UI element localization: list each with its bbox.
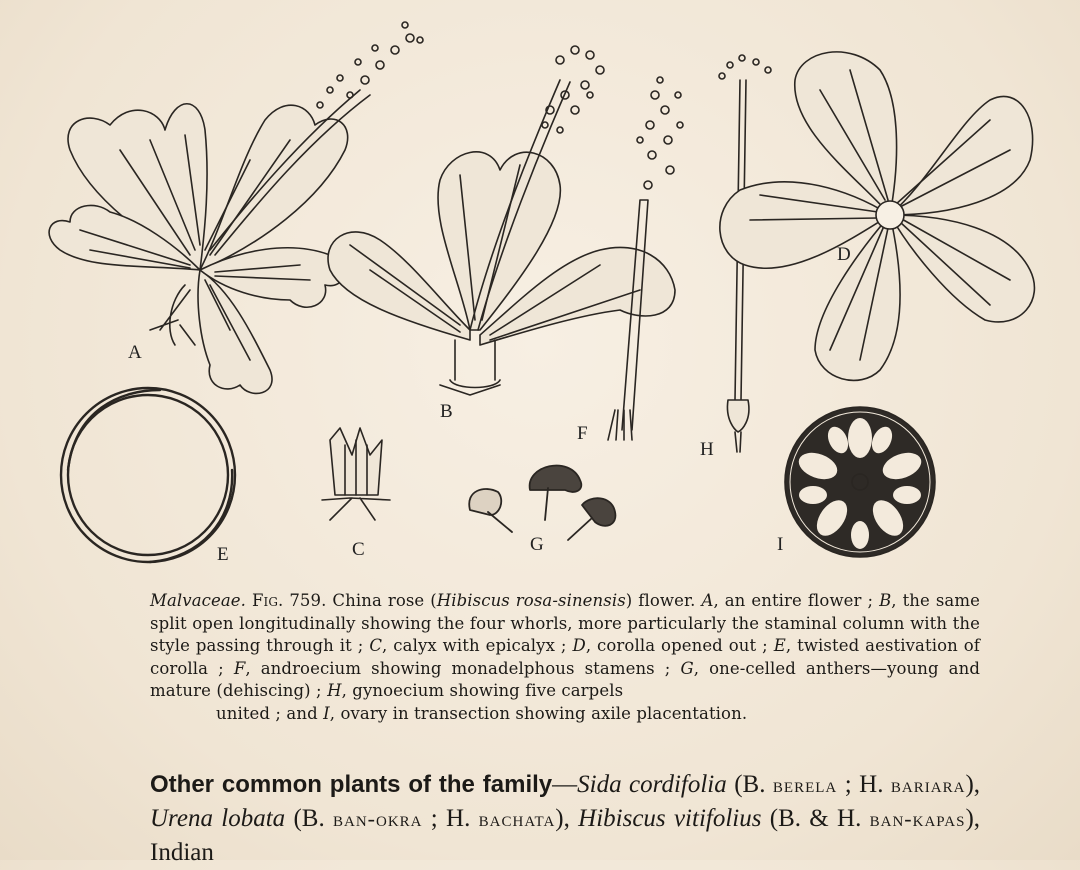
caption-family: Malvaceae. xyxy=(150,591,247,610)
caption-figure-number: Fig. 759. xyxy=(251,591,327,610)
flower-a-drawing xyxy=(49,22,423,393)
local-name: ban-kapas xyxy=(869,806,966,831)
caption-text: , ovary in transection showing axile placentation. xyxy=(329,703,748,723)
caption-key: G xyxy=(680,658,694,678)
label-g: G xyxy=(530,534,544,555)
body-text: ), xyxy=(555,805,570,832)
caption-last-line xyxy=(150,703,980,726)
local-name: berela xyxy=(772,772,838,797)
body-text: ; H. xyxy=(844,771,884,798)
caption-text: , the same split open longitudinally showing the four whorls, more particularly the staminal column with the style passing through it ; xyxy=(150,591,980,656)
body-text: (B. & H. xyxy=(769,805,862,832)
label-b: B xyxy=(440,401,453,422)
body-text: ; xyxy=(430,805,438,832)
caption-text: , an entire flower ; xyxy=(713,591,874,610)
species-name: Urena lobata xyxy=(150,805,286,832)
body-text: H. xyxy=(446,805,471,832)
label-h: H xyxy=(700,439,714,460)
species-name: Sida cordifolia xyxy=(577,771,727,798)
species-name: Hibiscus vitifolius xyxy=(578,805,762,832)
body-text: ), xyxy=(965,771,981,798)
body-text: (B. xyxy=(734,771,766,798)
caption-text: , gynoecium showing five carpels xyxy=(341,681,624,701)
caption-key: E xyxy=(773,636,786,656)
label-f: F xyxy=(577,423,588,444)
caption-text: , twisted aestivation of corolla ; xyxy=(150,636,980,678)
label-e: E xyxy=(217,544,229,565)
caption-key: C xyxy=(369,636,383,656)
caption-text: ) flower. xyxy=(625,591,696,610)
corolla-d-drawing xyxy=(720,52,1035,381)
caption-key: F xyxy=(233,658,246,678)
caption-text: , calyx with epicalyx ; xyxy=(382,636,567,656)
body-paragraph xyxy=(150,768,980,870)
caption-key: H xyxy=(327,681,342,701)
caption-text: united ; and xyxy=(216,703,318,723)
caption-species: Hibiscus rosa-sinensis xyxy=(436,591,626,610)
caption-key: I xyxy=(323,703,330,723)
calyx-c-drawing xyxy=(322,428,390,520)
anthers-g-drawing xyxy=(469,466,615,540)
section-heading: Other common plants of the family xyxy=(150,771,553,798)
em-dash: — xyxy=(552,771,578,798)
label-d: D xyxy=(837,244,851,265)
caption-key: B xyxy=(879,591,892,610)
local-name: bachata xyxy=(478,806,556,831)
local-name: bariara xyxy=(890,772,966,797)
label-i: I xyxy=(777,534,784,555)
caption-key: A xyxy=(701,591,714,610)
aestivation-e-drawing xyxy=(61,388,235,565)
label-a: A xyxy=(128,342,142,363)
body-text: (B. xyxy=(293,805,325,832)
caption-text: China rose ( xyxy=(332,591,437,610)
label-c: C xyxy=(352,539,365,560)
caption-key: D xyxy=(572,636,586,656)
local-name: ban-okra xyxy=(332,806,423,831)
body-text: ), Indian xyxy=(150,805,981,866)
flower-b-drawing xyxy=(328,46,675,395)
caption-text: , androecium showing monadelphous stamens ; xyxy=(245,658,671,678)
ovary-i-drawing xyxy=(785,407,935,557)
caption-text: , corolla opened out ; xyxy=(585,636,768,656)
caption-text: , one-celled anthers—young and mature (dehiscing) ; xyxy=(150,658,980,701)
figure-caption xyxy=(150,590,980,726)
